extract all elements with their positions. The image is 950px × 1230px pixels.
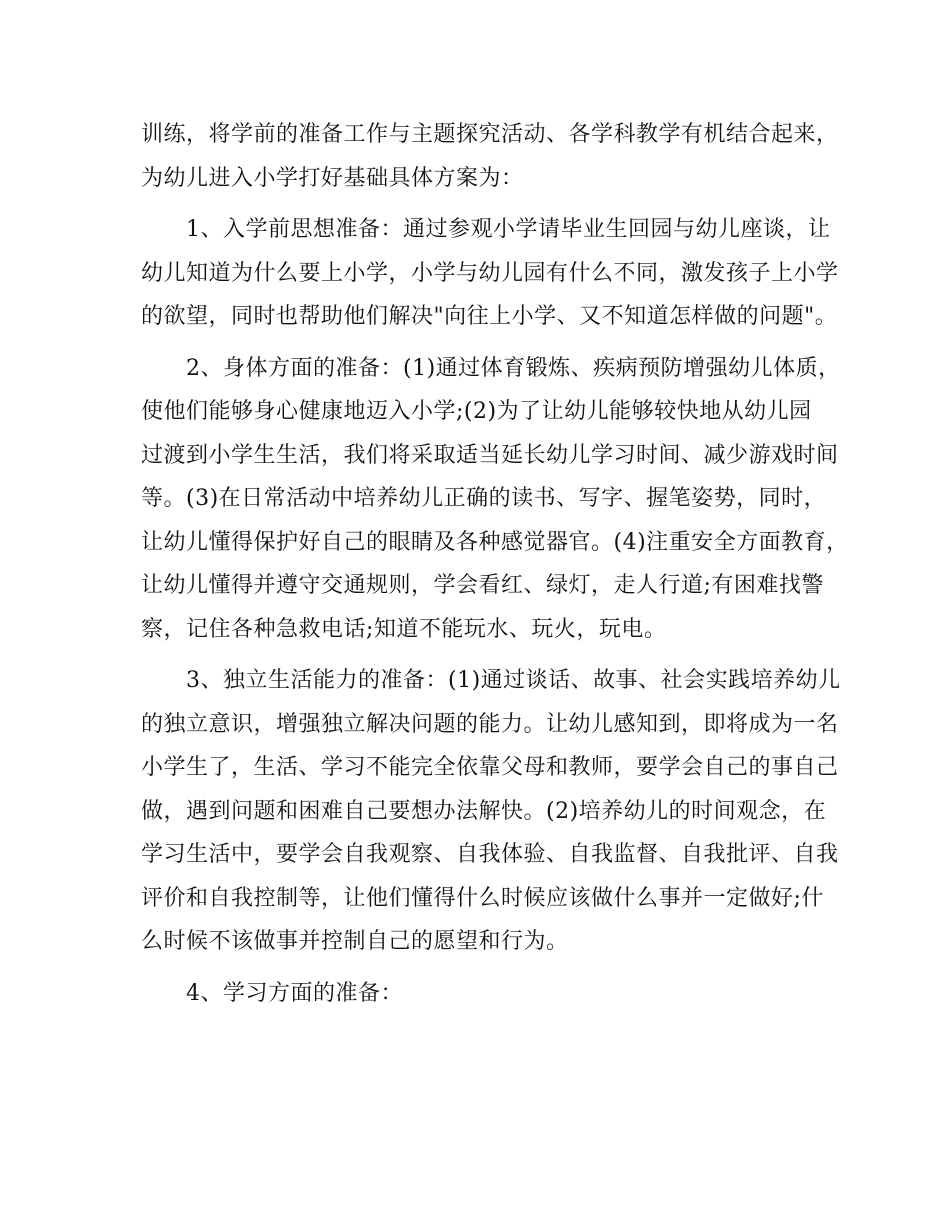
text-line: 让幼儿懂得并遵守交通规则，学会看红、绿灯，走人行道;有困难找警 (141, 573, 824, 598)
section-1-heading-line: 1、入学前思想准备：通过参观小学请毕业生回园与幼儿座谈，让 (186, 217, 831, 242)
text-line: 过渡到小学生生活，我们将采取适当延长幼儿学习时间、减少游戏时间 (141, 442, 839, 468)
text-line: 使他们能够身心健康地迈入小学;(2)为了让幼儿能够较快地从幼儿园 (141, 399, 812, 424)
text-line: 的独立意识，增强独立解决问题的能力。让幼儿感知到，即将成为一名 (141, 711, 839, 737)
section-2-heading-line: 2、身体方面的准备：(1)通过体育锻炼、疾病预防增强幼儿体质， (186, 355, 841, 381)
document-body (141, 113, 849, 1015)
text-line: 做，遇到问题和困难自己要想办法解快。(2)培养幼儿的时间观念，在 (141, 798, 827, 824)
text-line: 训练，将学前的准备工作与主题探究活动、各学科教学有机结合起来， (141, 122, 839, 147)
text-line: 么时候不该做事并控制自己的愿望和行为。 (141, 929, 569, 954)
text-line: 让幼儿懂得保护好自己的眼睛及各种感觉器官。(4)注重安全方面教育， (141, 529, 849, 555)
text-line: 学习生活中，要学会自我观察、自我体验、自我监督、自我批评、自我 (141, 842, 839, 867)
text-line: 等。(3)在日常活动中培养幼儿正确的读书、写字、握笔姿势，同时， (141, 486, 827, 511)
text-line: 小学生了，生活、学习不能完全依靠父母和教师，要学会自己的事自己 (141, 755, 839, 780)
text-line: 评价和自我控制等，让他们懂得什么时候应该做什么事并一定做好;什 (141, 885, 824, 911)
section-3-heading-line: 3、独立生活能力的准备：(1)通过谈话、故事、社会实践培养幼儿 (186, 668, 841, 693)
text-line: 的欲望，同时也帮助他们解决"向往上小学、又不知道怎样做的问题"。 (141, 304, 838, 329)
text-line: 察，记住各种急救电话;知道不能玩水、玩火，玩电。 (141, 616, 667, 642)
text-line: 为幼儿进入小学打好基础具体方案为： (141, 165, 524, 191)
text-line: 幼儿知道为什么要上小学，小学与幼儿园有什么不同，激发孩子上小学 (141, 260, 839, 286)
section-4-heading-line: 4、学习方面的准备： (186, 980, 403, 1006)
